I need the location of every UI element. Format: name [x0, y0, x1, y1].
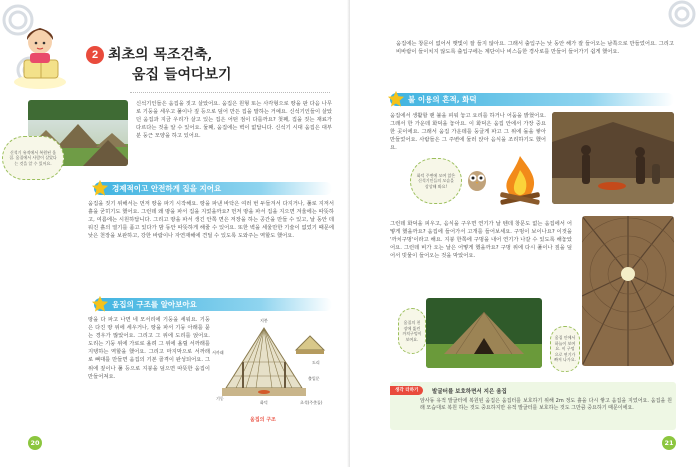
photo-side-note [2, 136, 64, 180]
note-smoke-hole-outside-text: 움집의 천장에 뚫린 까치구멍이 보여요. [402, 320, 422, 342]
section2-paragraph: 땅을 다 파고 나면 네 모서리에 기둥을 세워요. 기둥은 다진 땅 위에 세우거나, 땅을 파서 기둥 아래를 묻는 경우가 많았어요. 그리고 그 위에 도리를 얹어요. 도리는 기둥 위에 가로로 올려 그 위에 올릴 서까래를 지탱하는 역할을 했어요. 그리고 마지막으로 서까래로 뼈대를 만들면 움집의 기본 골격이 완성되어요. 그 위에 짚이나 풀 등으로 지붕을 덮으면 따뜻한 움집이 만들어져요. [88, 317, 210, 380]
section1-paragraph: 움집을 짓기 위해서는 먼저 땅을 파기 시작해요. 땅을 파낸 바닥은 여러 번 두들겨서 다지거나, 풀로 지저서 흙을 굳히기도 했어요. 그런데 왜 땅을 파서 집을 지었을까요? 먼저 땅을 파서 집을 지으면 겨울에는 따뜻하고, 여름에는 시원하답니다. 그리고 땅을 파서 생긴 안쪽 면은 저장을 하는 공간을 만들 수 있고, 날 동안 데워진 흙의 열기를 품고 있다가 밤 동안 따뜻하게 해줄 수 있어요. 또한 벽을 세울만한 기술이 없었기 때문에 낮은 천장을 보완하고, 강한 바람이나 자연재해에 견딜 수 있도록 도와주는 역할도 했어요. [88, 201, 334, 240]
section-heading-economic [94, 182, 332, 195]
title-line-2: 움집 들여다보기 [132, 67, 232, 83]
photo-side-note-text: 신석기 유적에서 복원된 움집. 움집에서 사람이 살았다는 것을 알 수 있어요. [9, 149, 57, 166]
label-rafter: 서까래 [212, 350, 224, 355]
smoke-hole-ceiling-photo [582, 216, 674, 366]
page-number-left: 20 [28, 436, 42, 450]
fire-speech-bubble-text: 화덕 주변에 모여 앉은 신석기인들의 모습을 상상해 봐요! [416, 172, 456, 189]
tip-title: 발굴터를 보호하면서 지은 움집 [432, 389, 507, 395]
fire-speech-bubble [410, 158, 462, 204]
chapter-title [86, 38, 286, 86]
diagram-caption: 움집의 구조 [250, 417, 276, 423]
right-intro-paragraph: 움집에는 창문이 없어서 햇빛이 잘 들지 않아요. 그래서 출입구는 낮 동안 해가 잘 들어오는 남쪽으로 만들었어요. 그리고 비바람이 들이치지 않도록 출입구에는 계단이나 비스듬한 경사로를 만들어 들어가기 쉽게 했어요. [396, 41, 674, 56]
section-heading-text: 움집의 구조를 알아보아요 [112, 300, 197, 309]
owl-icon [466, 166, 488, 192]
note-smoke-hole-inside-text: 움집 안에서 하늘이 보여요. 이 구멍으로 연기가 빠져 나가요. [554, 335, 576, 363]
intro-paragraph: 신석기인들은 움집을 짓고 살았어요. 움집은 원형 또는 사각형으로 땅을 판 다음 나무로 기둥을 세우고 풀이나 짚 등으로 덮어 만든 집을 말하는 거예요. 신석기인들이 살았던 움집과 지금 우리가 살고 있는 집은 어떤 점이 다를까요? 첫째, 집을 짓는 재료가 다르다는 것을 알 수 있어요. 둘째, 움집에는 벽이 없답니다. 신석기 시대 움집은 대부분 둥근 모양을 하고 있어요. [136, 101, 332, 140]
note-smoke-hole-inside [550, 326, 580, 372]
section3-paragraph: 움집에서 생활할 땐 불을 피워 놓고 요리를 하거나 어둠을 밝혔어요. 그래서 한 가운데 화덕을 놓아요. 이 화덕은 움집 안에서 가장 중요한 곳이에요. 그래서 움집 가운데를 둥글게 파고 그 위에 돌을 쌓아 만들었어요. 사람들은 그 주변에 둘러 앉아 음식을 조리하기도 했어요. [390, 113, 546, 152]
label-purlin: 도리 [312, 360, 320, 365]
section-heading-fire [390, 93, 674, 106]
label-foundation: 초석(주춧돌) [300, 400, 323, 405]
label-pillar: 기둥 [216, 396, 224, 401]
section-heading-text: 불 이용의 흔적, 화덕 [408, 95, 477, 104]
title-divider [130, 92, 330, 93]
section-heading-text: 경제적이고 안전하게 집을 지어요 [112, 184, 222, 193]
page-number-right: 21 [662, 436, 676, 450]
campfire-icon [494, 152, 546, 210]
label-roof: 지붕 [260, 318, 268, 323]
interior-hearth-photo [552, 112, 674, 204]
girl-reading-illustration [10, 20, 70, 92]
note-smoke-hole-outside [398, 308, 426, 354]
right-page [350, 0, 700, 467]
house-exterior-photo [426, 298, 542, 368]
section-heading-structure [94, 298, 332, 311]
star-icon [91, 295, 109, 313]
structure-diagram [212, 316, 337, 426]
tip-text: 암사동 유적 발굴터에 복원된 움집은 움집터를 보호하기 위해 2m 정도 흙을 다시 쌓고 움집을 지었어요. 움집을 원래 모습대로 복원 하는 것도 중요하지만 유적 발굴터를 보호하는 것도 그만큼 중요하기 때문이에요. [420, 398, 672, 411]
star-icon [91, 179, 109, 197]
tip-badge: 생각 더하기 [390, 386, 423, 395]
tip-box [390, 382, 676, 430]
label-entrance: 출입문 [308, 376, 320, 381]
label-hearth: 화덕 [260, 400, 268, 405]
title-number-badge: 2 [86, 46, 104, 64]
title-line-1: 최초의 목조건축, [108, 47, 213, 63]
section3-paragraph-2: 그런데 화덕을 피우고, 음식을 구우면 연기가 날 텐데 창문도 없는 움집에서 어떻게 했을까요? 움집에 들어가서 고개를 들어보세요. 구멍이 보이나요? 이것을 '까치구멍'이라고 해요. 지붕 한쪽에 구멍을 내어 연기가 나갈 수 있도록 해놓았어요. 그런데 비가 오는 날은 어떻게 했을까요? 구멍 위에 다시 풀이나 짚을 덮어서 빗물이 들어오는 것을 막았어요. [390, 221, 572, 260]
star-icon [387, 90, 405, 108]
